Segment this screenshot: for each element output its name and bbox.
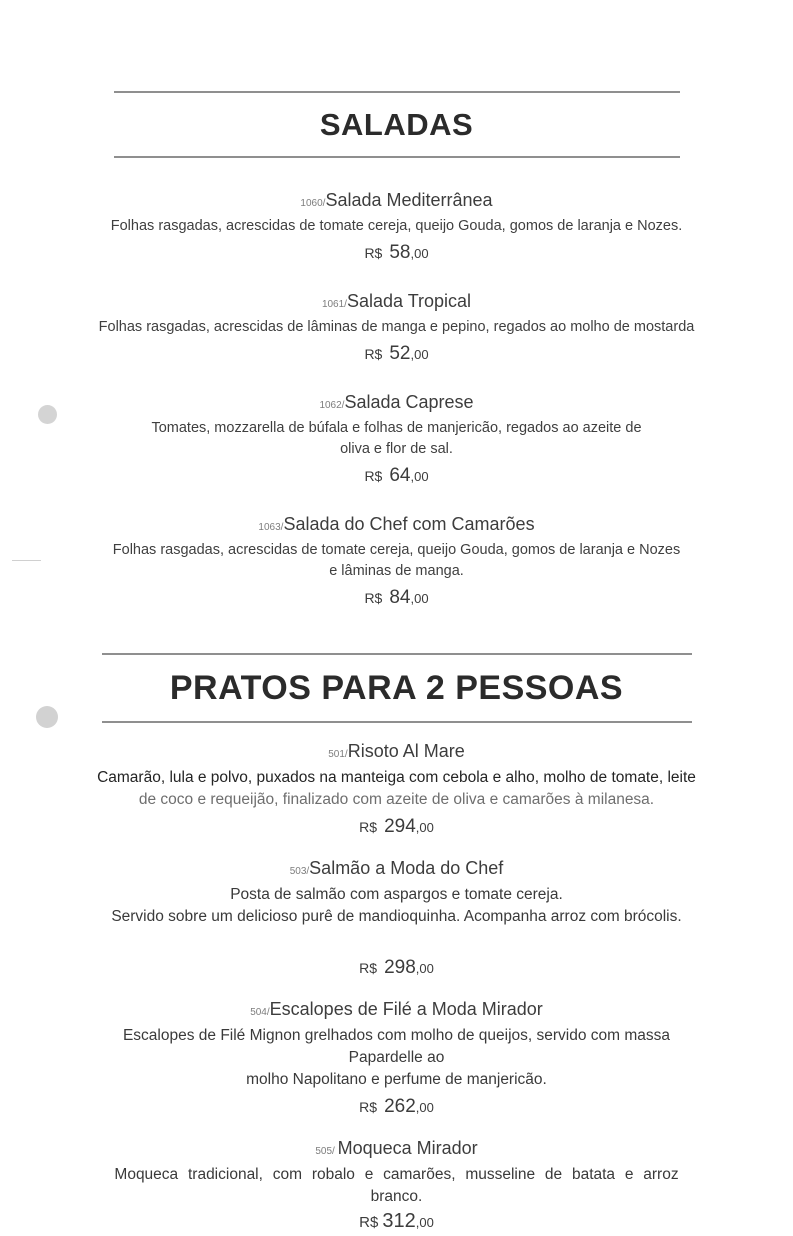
price-cents: ,00 [410,347,429,362]
item-name: Escalopes de Filé a Moda Mirador [269,999,543,1019]
price-cents: ,00 [415,820,434,835]
item-name: Moqueca Mirador [337,1138,478,1158]
item-title [97,512,697,540]
menu-content [97,91,697,1236]
item-description-line: Folhas rasgadas, acrescidas de tomate cereja, queijo Gouda, gomos de laranja e Nozes [112,542,681,558]
item-title [97,1136,697,1164]
item-number: 1062/ [319,400,345,411]
menu-item [97,390,697,490]
item-price [97,585,697,612]
section-items [97,158,697,612]
item-price [97,814,697,841]
menu-item [97,997,697,1121]
price-currency: R$ [359,960,378,976]
price-currency: R$ [364,590,383,606]
price-main: 298 [384,957,416,978]
price-cents: ,00 [410,591,429,606]
item-title [97,390,697,418]
section-saladas [97,91,697,612]
price-currency: R$ [359,819,378,835]
item-description-line: molho Napolitano e perfume de manjericão. [246,1071,547,1088]
price-main: 294 [384,816,416,837]
item-description-line: Folhas rasgadas, acrescidas de tomate cereja, queijo Gouda, gomos de laranja e Nozes. [110,218,683,234]
item-number: 505/ [315,1146,338,1157]
item-price [97,955,697,982]
item-title [97,289,697,317]
item-description-line: Moqueca tradicional, com robalo e camarões, musseline de batata e arroz branco. [114,1166,679,1205]
price-cents: ,00 [410,246,429,261]
item-price [97,240,697,267]
item-name: Salada Mediterrânea [325,190,493,210]
price-main: 58 [389,242,411,263]
item-description-line: e lâminas de manga. [329,563,464,579]
item-name: Salada Caprese [344,392,474,412]
item-price [97,1208,697,1236]
item-price [97,1094,697,1121]
price-currency: R$ [359,1214,379,1231]
item-description-line: oliva e flor de sal. [340,441,453,457]
item-number: 1063/ [258,522,284,533]
price-main: 84 [389,587,411,608]
menu-item [97,739,697,841]
price-currency: R$ [364,245,383,261]
price-main: 262 [384,1096,416,1117]
price-cents: ,00 [415,1215,434,1230]
item-title [97,997,697,1025]
section-items [97,723,697,1236]
page-margin-tick [12,560,41,561]
menu-item [97,289,697,368]
item-description-line: de coco e requeijão, finalizado com azeite de oliva e camarões à milanesa. [138,791,655,808]
menu-item [97,856,697,982]
item-title [97,739,697,767]
item-title [97,188,697,216]
menu-item [97,1136,697,1236]
item-number: 503/ [289,866,310,877]
item-name: Salmão a Moda do Chef [309,858,504,878]
item-price [97,463,697,490]
item-description-line: Tomates, mozzarella de búfala e folhas de manjericão, regados ao azeite de [151,420,642,436]
item-description-line: Folhas rasgadas, acrescidas de lâminas de manga e pepino, regados ao molho de mostarda [98,319,695,335]
item-name: Salada Tropical [346,291,472,311]
price-main: 312 [382,1210,416,1232]
price-main: 52 [389,343,411,364]
page-margin-dot [38,405,57,424]
price-main: 64 [389,465,411,486]
item-title [97,856,697,884]
price-cents: ,00 [415,961,434,976]
item-name: Salada do Chef com Camarões [283,514,535,534]
price-cents: ,00 [410,469,429,484]
item-description-line: Escalopes de Filé Mignon grelhados com molho de queijos, servido com massa Papardelle ao [122,1027,671,1066]
item-price [97,341,697,368]
item-number: 1061/ [321,299,347,310]
price-currency: R$ [364,346,383,362]
item-description-line: Camarão, lula e polvo, puxados na manteiga com cebola e alho, molho de tomate, leite [97,769,696,786]
price-cents: ,00 [415,1100,434,1115]
item-number: 504/ [250,1007,270,1018]
price-currency: R$ [359,1099,378,1115]
item-description-line: Posta de salmão com aspargos e tomate cereja. [230,886,563,903]
section-pratos-para-2-pessoas [97,653,697,1236]
section-title: PRATOS PARA 2 PESSOAS [169,669,624,707]
item-description-line: Servido sobre um delicioso purê de mandioquinha. Acompanha arroz com brócolis. [111,908,682,925]
menu-item [97,188,697,267]
item-number: 501/ [328,749,348,760]
item-number: 1060/ [300,198,326,209]
price-currency: R$ [364,468,383,484]
section-title: SALADAS [319,107,474,142]
page-margin-dot [36,706,58,728]
menu-item [97,512,697,612]
item-name: Risoto Al Mare [347,741,465,761]
